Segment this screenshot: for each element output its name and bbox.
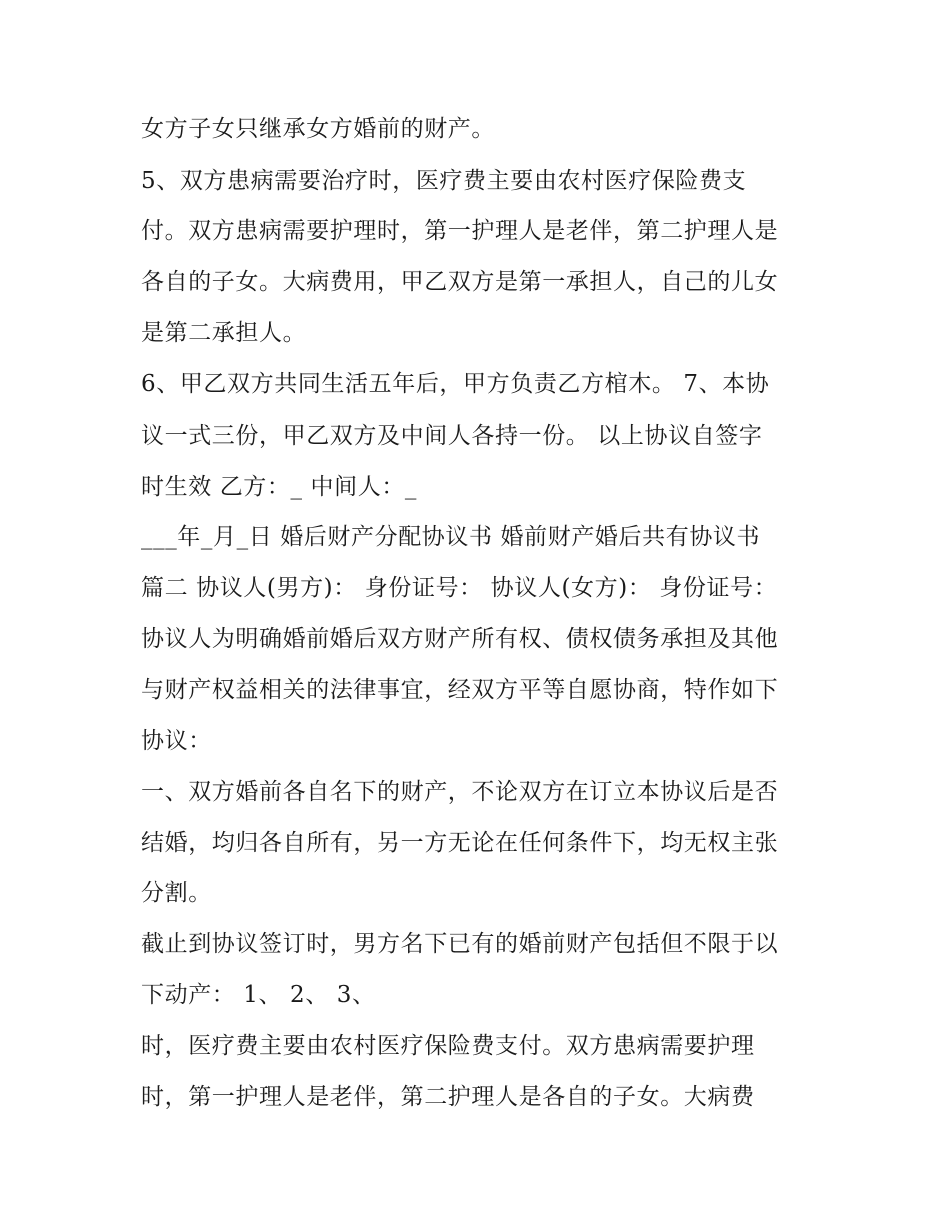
text-line: 分割。 [141, 880, 212, 906]
text-line: 6、甲乙双方共同生活五年后，甲方负责乙方棺木。 7、本协 [141, 371, 770, 397]
text-line: 协议人为明确婚前婚后双方财产所有权、债权债务承担及其他 [141, 626, 779, 652]
text-line: 下动产： 1、 2、 3、 [141, 982, 376, 1008]
text-line: 截止到协议签订时，男方名下已有的婚前财产包括但不限于以 [141, 931, 779, 957]
text-line: 结婚，均归各自所有，另一方无论在任何条件下，均无权主张 [141, 830, 779, 856]
text-line: 是第二承担人。 [141, 320, 307, 346]
text-line: 一、双方婚前各自名下的财产，不论双方在订立本协议后是否 [141, 779, 779, 805]
text-line: 议一式三份，甲乙双方及中间人各持一份。 以上协议自签字 [141, 423, 763, 449]
text-line: ___年_月_日 婚后财产分配协议书 婚前财产婚后共有协议书 [141, 524, 761, 550]
text-line: 时，第一护理人是老伴，第二护理人是各自的子女。大病费 [141, 1084, 755, 1110]
text-line: 时生效 乙方：_ 中间人：_ [141, 474, 418, 500]
text-line: 各自的子女。大病费用，甲乙双方是第一承担人，自己的儿女 [141, 269, 779, 295]
text-line: 篇二 协议人(男方)： 身份证号： 协议人(女方)： 身份证号： [141, 575, 778, 601]
text-line: 女方子女只继承女方婚前的财产。 [141, 116, 495, 142]
text-line: 时，医疗费主要由农村医疗保险费支付。双方患病需要护理 [141, 1033, 755, 1059]
text-line: 协议： [141, 728, 212, 754]
text-line: 5、双方患病需要治疗时，医疗费主要由农村医疗保险费支 [141, 168, 747, 194]
text-line: 与财产权益相关的法律事宜，经双方平等自愿协商，特作如下 [141, 677, 779, 703]
text-line: 付。双方患病需要护理时，第一护理人是老伴，第二护理人是 [141, 218, 779, 244]
